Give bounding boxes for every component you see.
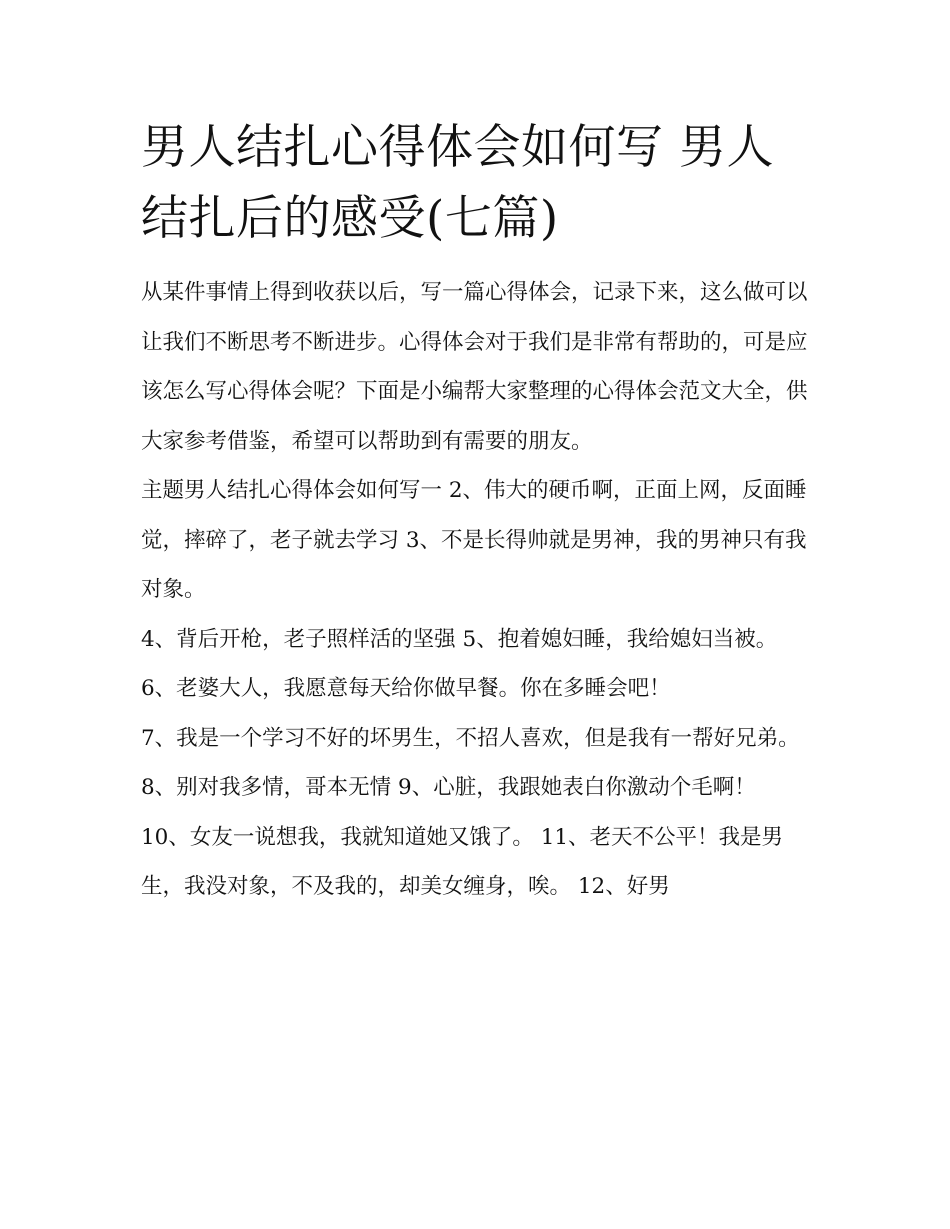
paragraph: 主题男人结扎心得体会如何写一 2、伟大的硬币啊，正面上网，反面睡觉，摔碎了，老子就去学习 3、不是长得帅就是男神，我的男神只有我对象。 [141, 478, 807, 602]
document-body [141, 112, 813, 912]
paragraph: 4、背后开枪，老子照样活的坚强 5、抱着媳妇睡，我给媳妇当被。 6、老婆大人，我愿意每天给你做早餐。你在多睡会吧！ [141, 626, 778, 701]
paragraph: 7、我是一个学习不好的坏男生，不招人喜欢，但是我有一帮好兄弟。 8、别对我多情，哥本无情 9、心脏，我跟她表白你激动个毛啊！ [141, 725, 800, 800]
paragraph-list [141, 268, 813, 912]
paragraph: 10、女友一说想我，我就知道她又饿了。 11、老天不公平！我是男生，我没对象，不及我的，却美女缠身，唉。 12、好男 [141, 824, 784, 899]
document-title: 男人结扎心得体会如何写 男人结扎后的感受(七篇) [141, 120, 774, 246]
intro-paragraph: 从某件事情上得到收获以后，写一篇心得体会，记录下来，这么做可以让我们不断思考不断进步。心得体会对于我们是非常有帮助的，可是应该怎么写心得体会呢？下面是小编帮大家整理的心得体会范文大全，供大家参考借鉴，希望可以帮助到有需要的朋友。 [141, 280, 808, 454]
